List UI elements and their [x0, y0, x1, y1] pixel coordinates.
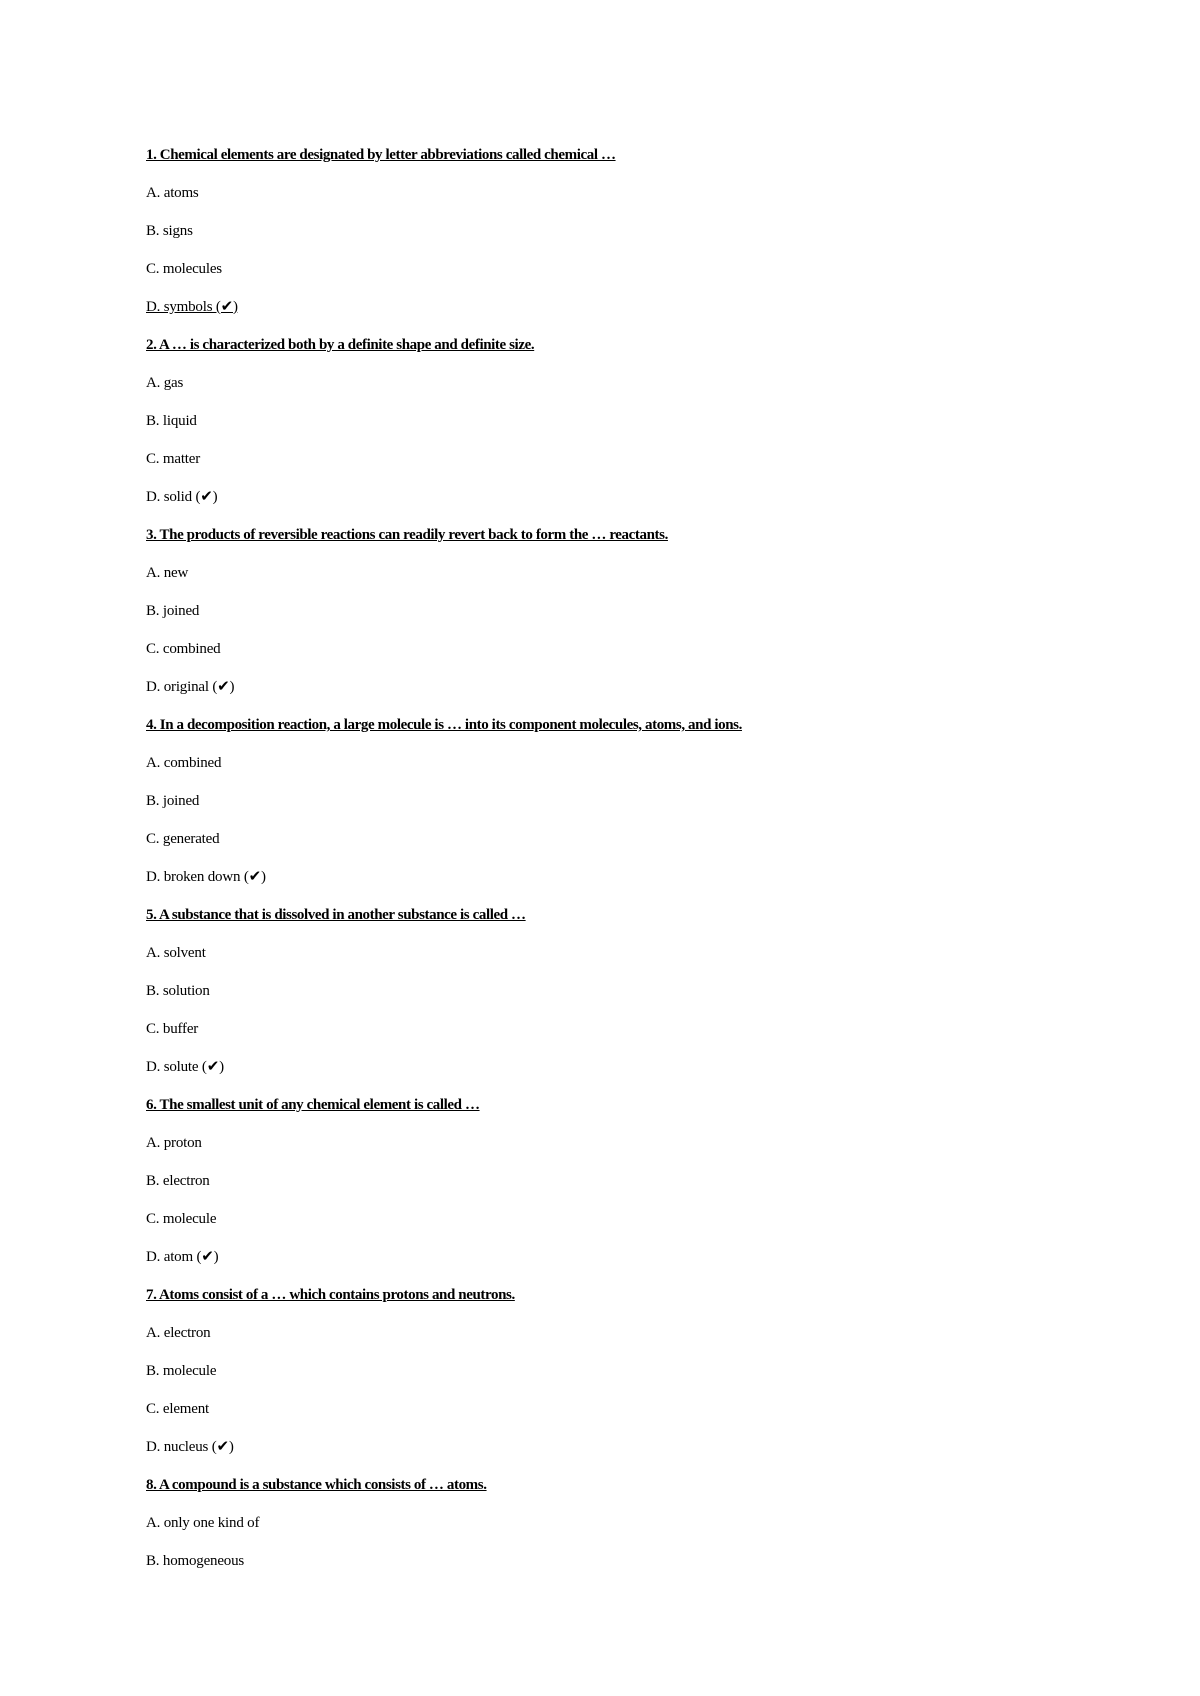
option-d-correct: D. solute (✔) — [146, 1059, 224, 1075]
question-4 — [146, 716, 1146, 887]
option-a: A. only one kind of — [146, 1515, 260, 1531]
option-a: A. new — [146, 565, 189, 581]
question-3 — [146, 526, 1146, 697]
option-a: A. solvent — [146, 945, 206, 961]
option-a: A. gas — [146, 375, 184, 391]
option-c: C. combined — [146, 641, 221, 657]
option-d-correct: D. original (✔) — [146, 679, 235, 695]
option-b: B. joined — [146, 603, 200, 619]
option-a: A. atoms — [146, 185, 199, 201]
question-8 — [146, 1476, 1146, 1571]
question-text: 8. A compound is a substance which consists of … atoms. — [146, 1477, 487, 1493]
option-d-correct: D. atom (✔) — [146, 1249, 219, 1265]
option-c: C. element — [146, 1401, 209, 1417]
question-1 — [146, 146, 1146, 317]
question-text: 4. In a decomposition reaction, a large molecule is … into its component molecules, atoms, and ions. — [146, 717, 742, 733]
option-a: A. combined — [146, 755, 222, 771]
option-b: B. solution — [146, 983, 210, 999]
question-text: 1. Chemical elements are designated by letter abbreviations called chemical … — [146, 147, 616, 163]
option-a: A. electron — [146, 1325, 211, 1341]
option-b: B. liquid — [146, 413, 197, 429]
option-c: C. buffer — [146, 1021, 199, 1037]
option-c: C. matter — [146, 451, 201, 467]
question-text: 2. A … is characterized both by a definite shape and definite size. — [146, 337, 535, 353]
option-d-correct: D. solid (✔) — [146, 489, 218, 505]
option-d-correct: D. symbols (✔) — [146, 299, 238, 315]
option-c: C. generated — [146, 831, 220, 847]
option-b: B. joined — [146, 793, 200, 809]
option-b: B. signs — [146, 223, 193, 239]
option-c: C. molecule — [146, 1211, 217, 1227]
question-text: 5. A substance that is dissolved in another substance is called … — [146, 907, 526, 923]
question-text: 3. The products of reversible reactions can readily revert back to form the … reactants. — [146, 527, 668, 543]
option-d-correct: D. nucleus (✔) — [146, 1439, 234, 1455]
option-c: C. molecules — [146, 261, 222, 277]
question-text: 6. The smallest unit of any chemical element is called … — [146, 1097, 480, 1113]
option-b: B. electron — [146, 1173, 210, 1189]
quiz-page — [146, 146, 1146, 1590]
question-text: 7. Atoms consist of a … which contains protons and neutrons. — [146, 1287, 515, 1303]
option-d-correct: D. broken down (✔) — [146, 869, 266, 885]
option-b: B. molecule — [146, 1363, 217, 1379]
question-2 — [146, 336, 1146, 507]
question-5 — [146, 906, 1146, 1077]
option-a: A. proton — [146, 1135, 202, 1151]
option-b: B. homogeneous — [146, 1553, 245, 1569]
question-7 — [146, 1286, 1146, 1457]
question-6 — [146, 1096, 1146, 1267]
